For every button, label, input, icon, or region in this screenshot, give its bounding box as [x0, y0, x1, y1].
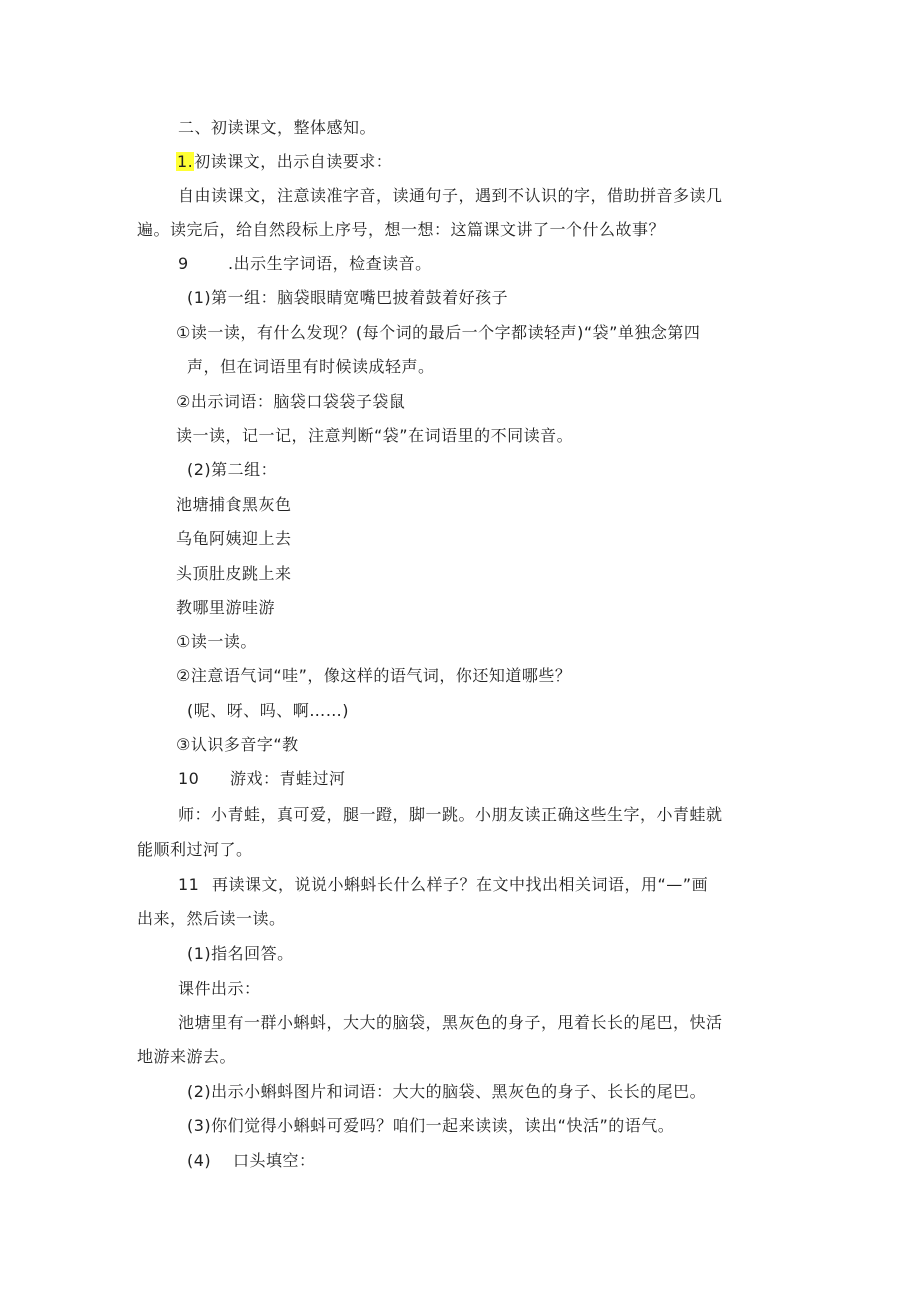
item-11-text: 再读课文，说说小蝌蚪长什么样子？在文中找出相关词语，用“—”画 — [212, 875, 709, 894]
oral-fill-number: (4) — [187, 1151, 212, 1170]
group-2-heading: (2)第二组： — [187, 460, 278, 479]
answer: (1)指名回答。 — [187, 944, 294, 963]
pond-line-2: 地游来游去。 — [137, 1047, 237, 1066]
section-heading: 二、初读课文，整体感知。 — [178, 118, 377, 137]
group-2-particle: ②注意语气词“哇”，像这样的语气词，你还知道哪些？ — [176, 666, 572, 685]
show-pictures: (2)出示小蝌蚪图片和词语：大大的脑袋、黑灰色的身子、长长的尾巴。 — [187, 1082, 707, 1101]
item-11-line-2: 出来，然后读一读。 — [137, 909, 286, 928]
group-2-words-row-2: 乌龟阿姨迎上去 — [176, 529, 292, 548]
item-10-text: 游戏：青蛙过河 — [230, 769, 346, 788]
oral-fill-text: 口头填空： — [233, 1151, 316, 1170]
group-1-read-line-1: ①读一读，有什么发现？(每个词的最后一个字都读轻声)“袋”单独念第四 — [176, 323, 701, 342]
group-1-judge: 读一读，记一记，注意判断“袋”在词语里的不同读音。 — [176, 426, 574, 445]
group-2-examples: (呢、呀、吗、啊……) — [187, 701, 349, 720]
teacher-line-1: 师：小青蛙，真可爱，腿一蹬，脚一跳。小朋友读正确这些生字，小青蛙就 — [178, 805, 723, 824]
reading-requirement-line-2: 遍。读完后，给自然段标上序号，想一想：这篇课文讲了一个什么故事？ — [137, 220, 666, 239]
cute-question: (3)你们觉得小蝌蚪可爱吗？咱们一起来读读，读出“快活”的语气。 — [187, 1116, 675, 1135]
item-11 — [178, 874, 708, 896]
group-2-words-row-1: 池塘捕食黑灰色 — [176, 495, 292, 514]
group-2-words-row-4: 教哪里游哇游 — [176, 598, 276, 617]
group-1-words: (1)第一组：脑袋眼睛宽嘴巴披着鼓着好孩子 — [187, 288, 509, 307]
reading-requirement-line-1: 自由读课文，注意读准字音，读通句子，遇到不认识的字，借助拼音多读几 — [178, 186, 723, 205]
item-1-number: 1. — [177, 152, 194, 171]
teacher-line-2: 能顺利过河了。 — [137, 840, 253, 859]
group-2-read: ①读一读。 — [176, 632, 257, 651]
group-1-show-words: ②出示词语：脑袋口袋袋子袋鼠 — [176, 392, 406, 411]
courseware-label: 课件出示： — [178, 979, 261, 998]
group-2-words-row-3: 头顶肚皮跳上来 — [176, 564, 292, 583]
group-1-read-line-2: 声，但在词语里有时候读成轻声。 — [187, 357, 435, 376]
pond-line-1: 池塘里有一群小蝌蚪，大大的脑袋，黑灰色的身子，甩着长长的尾巴，快活 — [178, 1013, 723, 1032]
item-9-number: 9 — [178, 254, 189, 273]
item-9 — [178, 253, 432, 275]
group-2-polyphone: ③认识多音字“教 — [176, 735, 299, 754]
item-11-number: 11 — [178, 875, 200, 894]
item-1 — [176, 151, 392, 173]
item-10-number: 10 — [178, 769, 200, 788]
item-9-text: .出示生字词语，检查读音。 — [228, 254, 432, 273]
oral-fill — [187, 1150, 316, 1172]
item-10 — [178, 768, 346, 790]
item-1-text: 初读课文，出示自读要求： — [194, 152, 393, 171]
